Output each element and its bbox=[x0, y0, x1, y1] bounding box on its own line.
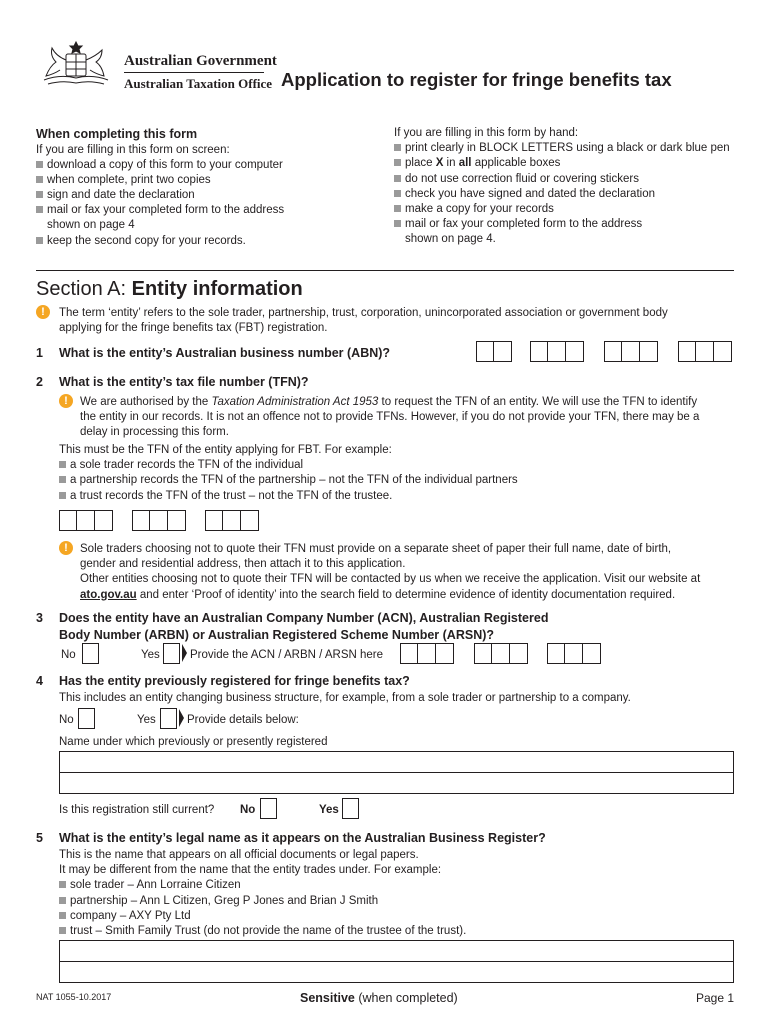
legal-name-sub: It may be different from the name that the entity trades under. For example: bbox=[59, 864, 442, 877]
list-item-continuation: shown on page 4. bbox=[405, 233, 496, 246]
list-item: print clearly in BLOCK LETTERS using a black or dark blue pen bbox=[394, 141, 744, 156]
question-acn-line2: Body Number (ARBN) or Australian Registered Scheme Number (ARSN)? bbox=[59, 627, 495, 642]
question-tfn: What is the entity’s tax file number (TFN)? bbox=[59, 375, 309, 389]
current-yes-checkbox[interactable] bbox=[342, 798, 359, 819]
prev-no-label: No bbox=[59, 714, 74, 726]
list-item: check you have signed and dated the declaration bbox=[394, 187, 744, 202]
tfn-group-3[interactable] bbox=[205, 510, 259, 531]
bullet-icon bbox=[36, 191, 43, 198]
prev-no-checkbox[interactable] bbox=[78, 708, 95, 729]
question-number: 1 bbox=[36, 346, 43, 360]
bullet-icon bbox=[59, 897, 66, 904]
bullet-icon bbox=[394, 190, 401, 197]
current-question: Is this registration still current? bbox=[59, 804, 215, 816]
bullet-icon bbox=[36, 161, 43, 168]
warning-icon: ! bbox=[36, 305, 50, 319]
question-number: 2 bbox=[36, 375, 43, 389]
bullet-icon bbox=[59, 927, 66, 934]
bullet-icon bbox=[59, 461, 66, 468]
arrow-right-icon bbox=[179, 709, 184, 727]
screen-intro: If you are filling in this form on screen: bbox=[36, 143, 230, 156]
list-item: company – AXY Pty Ltd bbox=[59, 909, 466, 924]
tfn-note-line: the entity in our records. It is not an offence not to provide TFNs. However, if you do not provide your TFN, there may be a bbox=[80, 411, 700, 424]
warning-icon: ! bbox=[59, 394, 73, 408]
completing-heading: When completing this form bbox=[36, 127, 198, 141]
list-item: sign and date the declaration bbox=[36, 188, 376, 203]
page-number: Page 1 bbox=[696, 991, 735, 1005]
tfn-note-line: Sole traders choosing not to quote their TFN must provide on a separate sheet of paper their full name, date of birth, bbox=[80, 543, 672, 555]
list-item: download a copy of this form to your computer bbox=[36, 158, 376, 173]
tfn-note-line: Other entities choosing not to quote their TFN will be contacted by us when we receive the application. Visit our website at bbox=[80, 573, 701, 586]
prev-name-field-1[interactable] bbox=[59, 751, 734, 773]
tfn-note-line: gender and residential address, then attach it to this application. bbox=[80, 558, 406, 571]
bullet-icon bbox=[36, 176, 43, 183]
prev-provide-label: Provide details below: bbox=[187, 714, 299, 726]
legal-name-sub: This is the name that appears on all official documents or legal papers. bbox=[59, 849, 419, 861]
question-number: 5 bbox=[36, 831, 43, 845]
bullet-icon bbox=[59, 476, 66, 483]
bullet-icon bbox=[394, 205, 401, 212]
acn-group-1[interactable] bbox=[400, 643, 454, 664]
tfn-example-intro: This must be the TFN of the entity applying for FBT. For example: bbox=[59, 444, 392, 456]
tfn-group-2[interactable] bbox=[132, 510, 186, 531]
list-item: place X in all applicable boxes bbox=[394, 156, 744, 171]
acn-provide-label: Provide the ACN / ARBN / ARSN here bbox=[190, 649, 384, 661]
sensitivity-label: Sensitive (when completed) bbox=[300, 991, 458, 1005]
form-title: Application to register for fringe benefits tax bbox=[281, 69, 672, 90]
section-note-line: The term ‘entity’ refers to the sole trader, partnership, trust, corporation, unincorporated association or government body bbox=[59, 307, 668, 319]
prev-yes-label: Yes bbox=[137, 714, 156, 726]
acn-yes-label: Yes bbox=[141, 649, 160, 661]
crest-logo bbox=[36, 40, 116, 92]
list-item: mail or fax your completed form to the address bbox=[394, 217, 744, 232]
bullet-icon bbox=[394, 159, 401, 166]
list-item: trust – Smith Family Trust (do not provide the name of the trustee of the trust). bbox=[59, 924, 466, 939]
hand-intro: If you are filling in this form by hand: bbox=[394, 127, 579, 139]
current-no-label: No bbox=[240, 804, 256, 816]
current-no-checkbox[interactable] bbox=[260, 798, 277, 819]
abn-group-3[interactable] bbox=[604, 341, 658, 362]
bullet-icon bbox=[36, 206, 43, 213]
tfn-note-line: ato.gov.au and enter ‘Proof of identity’ into the search field to determine evidence of identity documentation required. bbox=[80, 588, 676, 601]
tfn-note-line: delay in processing this form. bbox=[80, 426, 229, 439]
current-yes-label: Yes bbox=[319, 804, 339, 816]
question-number: 4 bbox=[36, 674, 43, 688]
list-item: a trust records the TFN of the trust – not the TFN of the trustee. bbox=[59, 489, 518, 504]
bullet-icon bbox=[59, 492, 66, 499]
form-code: NAT 1055-10.2017 bbox=[36, 992, 112, 1002]
list-item: do not use correction fluid or covering stickers bbox=[394, 172, 744, 187]
bullet-icon bbox=[59, 912, 66, 919]
acn-no-label: No bbox=[61, 649, 76, 661]
prev-name-label: Name under which previously or presently registered bbox=[59, 736, 328, 748]
list-item: sole trader – Ann Lorraine Citizen bbox=[59, 878, 466, 893]
bullet-icon bbox=[36, 237, 43, 244]
question-number: 3 bbox=[36, 611, 43, 625]
bullet-icon bbox=[394, 175, 401, 182]
bullet-icon bbox=[394, 220, 401, 227]
list-item: keep the second copy for your records. bbox=[36, 234, 376, 249]
abn-group-2[interactable] bbox=[530, 341, 584, 362]
ato-link[interactable]: ato.gov.au bbox=[80, 588, 137, 601]
list-item: a sole trader records the TFN of the individual bbox=[59, 458, 518, 473]
question-abn: What is the entity’s Australian business number (ABN)? bbox=[59, 346, 391, 360]
bullet-icon bbox=[394, 144, 401, 151]
list-item: partnership – Ann L Citizen, Greg P Jones and Brian J Smith bbox=[59, 894, 466, 909]
list-item-continuation: shown on page 4 bbox=[47, 219, 135, 232]
section-title: Section A: Entity information bbox=[36, 278, 303, 300]
question-acn: Does the entity have an Australian Company Number (ACN), Australian Registered bbox=[59, 611, 549, 625]
legal-name-field-1[interactable] bbox=[59, 940, 734, 962]
tfn-note-line: We are authorised by the Taxation Administration Act 1953 to request the TFN of an entity. We will use the TFN to identify bbox=[80, 396, 698, 408]
office-name: Australian Taxation Office bbox=[124, 76, 273, 91]
acn-group-2[interactable] bbox=[474, 643, 528, 664]
abn-group-4[interactable] bbox=[678, 341, 732, 362]
question-previous-registration: Has the entity previously registered for fringe benefits tax? bbox=[59, 674, 410, 688]
warning-icon: ! bbox=[59, 541, 73, 555]
list-item: when complete, print two copies bbox=[36, 173, 376, 188]
government-name: Australian Government bbox=[124, 53, 277, 69]
arrow-right-icon bbox=[182, 644, 187, 662]
legal-name-field-2[interactable] bbox=[59, 961, 734, 983]
question-legal-name: What is the entity’s legal name as it appears on the Australian Business Register? bbox=[59, 831, 546, 845]
tfn-group-1[interactable] bbox=[59, 510, 113, 531]
acn-no-checkbox[interactable] bbox=[82, 643, 99, 664]
section-divider bbox=[36, 270, 734, 271]
acn-yes-checkbox[interactable] bbox=[163, 643, 180, 664]
prev-name-field-2[interactable] bbox=[59, 772, 734, 794]
bullet-icon bbox=[59, 881, 66, 888]
list-item: mail or fax your completed form to the address bbox=[36, 203, 376, 218]
prev-yes-checkbox[interactable] bbox=[160, 708, 177, 729]
list-item: a partnership records the TFN of the partnership – not the TFN of the individual partners bbox=[59, 473, 518, 488]
previous-registration-sub: This includes an entity changing business structure, for example, from a sole trader or partnership to a company. bbox=[59, 692, 631, 704]
list-item: make a copy for your records bbox=[394, 202, 744, 217]
section-note-line: applying for the fringe benefits tax (FBT) registration. bbox=[59, 322, 328, 335]
acn-group-3[interactable] bbox=[547, 643, 601, 664]
abn-group-1[interactable] bbox=[476, 341, 512, 362]
